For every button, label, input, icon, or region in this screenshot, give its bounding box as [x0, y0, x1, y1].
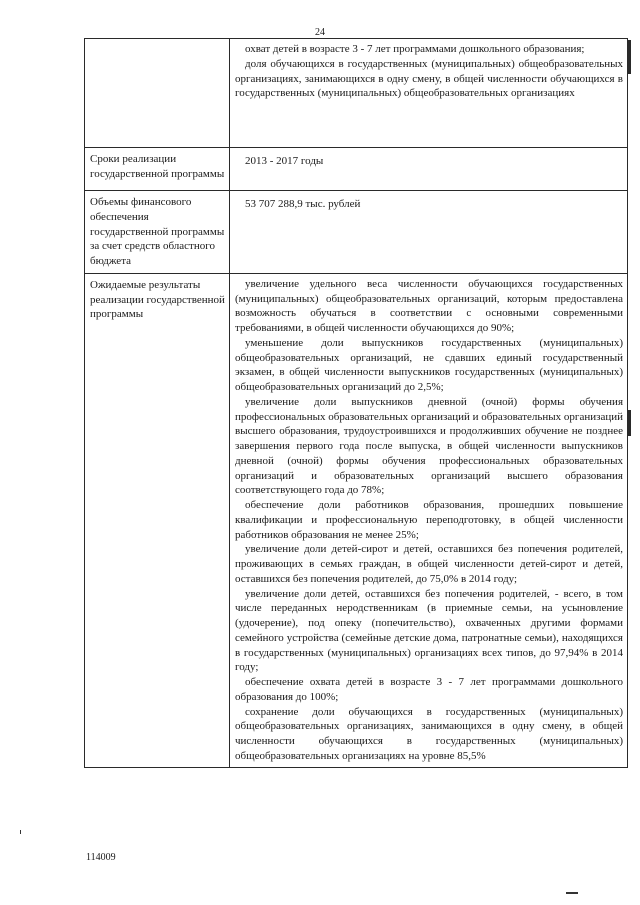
row-label: Сроки реализации государственной программы — [90, 153, 225, 180]
result-item: увеличение удельного веса численности обучающихся государственных (муниципальных) общеобразовательных организаций, которым предоставлена возможность обучаться в соответствии с основными современными требованиями, в общей численности обучающихся до 90%; — [235, 277, 623, 334]
implementation-period: 2013 - 2017 годы — [245, 155, 324, 167]
scan-artifact — [20, 830, 21, 834]
scan-edge-mark — [628, 40, 631, 74]
value-cell — [230, 148, 628, 191]
result-item: обеспечение доли работников образования, прошедших повышение квалификации и профессиональную переподготовку, в общей численности работников образования не менее 25%; — [235, 499, 623, 541]
value-cell — [230, 273, 628, 767]
program-passport-table — [84, 38, 628, 768]
result-item: уменьшение доли выпускников государственных (муниципальных) общеобразовательных организаций, не сдавших единый государственный экзамен, в общей численности выпускников государственных (муниципальных) общеобразовательных организаций до 2,5%; — [235, 336, 623, 393]
indicator-item: доля обучающихся в государственных (муниципальных) общеобразовательных организациях, занимающихся в одну смену, в общей численности обучающихся в государственных (муниципальных) общеобразовательных организациях — [235, 57, 623, 100]
table-row — [85, 148, 628, 191]
scan-edge-mark — [628, 410, 631, 436]
table-row — [85, 39, 628, 148]
indicator-item: охват детей в возрасте 3 - 7 лет программами дошкольного образования; — [245, 43, 585, 55]
result-item: обеспечение охвата детей в возрасте 3 - 7 лет программами дошкольного образования до 100%; — [235, 676, 623, 703]
result-item: сохранение доли обучающихся в государственных (муниципальных) общеобразовательных организациях, занимающихся в одну смену, в общей численности обучающихся в государственных (муниципальных) общеобразовательных организациях на уровне 85,5% — [235, 705, 623, 762]
funding-amount: 53 707 288,9 тыс. рублей — [245, 198, 361, 210]
label-cell — [85, 39, 230, 148]
result-item: увеличение доли выпускников дневной (очной) формы обучения профессиональных образовательных организаций и образовательных организаций высшего образования, трудоустроившихся и продолживших обучение не позднее завершения первого года после выпуска, в общей численности выпускников дневной (очной) формы обучения профессиональных образовательных организаций и образовательных организаций высшего образования соответствующего года до 78%; — [235, 395, 623, 497]
result-item: увеличение доли детей-сирот и детей, оставшихся без попечения родителей, проживающих в семьях граждан, в общей численности детей-сирот и детей, оставшихся без попечения родителей, до 75,0% в 2014 году; — [235, 543, 623, 585]
value-cell — [230, 39, 628, 148]
page-number: 24 — [315, 27, 325, 38]
label-cell — [85, 148, 230, 191]
label-cell — [85, 273, 230, 767]
row-label: Ожидаемые результаты реализации государственной программы — [90, 278, 225, 321]
row-label: Объемы финансового обеспечения государственной программы за счет средств областного бюджета — [90, 196, 225, 267]
table-row — [85, 191, 628, 274]
document-code: 114009 — [86, 852, 116, 863]
result-item: увеличение доли детей, оставшихся без попечения родителей, - всего, в том числе переданных неродственникам (в приемные семьи, на усыновление (удочерение), под опеку (попечительство), охваченных другими формами семейного устройства (семейные детские дома, патронатные семьи), находящихся в государственных (муниципальных) организациях всех типов, до 97,94% в 2014 году; — [235, 587, 623, 674]
value-cell — [230, 191, 628, 274]
label-cell — [85, 191, 230, 274]
scan-artifact — [566, 892, 578, 894]
row-label — [85, 39, 229, 47]
table-row — [85, 273, 628, 767]
